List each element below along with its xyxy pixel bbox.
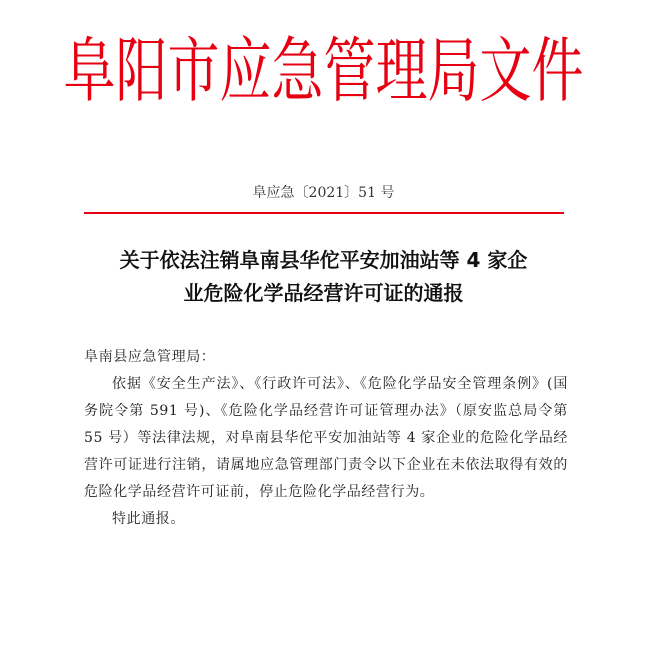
document-title <box>60 244 587 310</box>
title-line-2: 业危险化学品经营许可证的通报 <box>183 281 464 305</box>
closing-line: 特此通报。 <box>112 511 185 527</box>
document-body <box>84 344 568 533</box>
body-paragraph: 依据《安全生产法》、《行政许可法》、《危险化学品安全管理条例》(国务院令第 591 号)、《危险化学品经营许可证管理办法》（原安监总局令第 55 号）等法律法规，对阜南县华佗平安加油站等 4 家企业的危险化学品经营许可证进行注销，请属地应急管理部门责令以下企业在未依法取得有效的危险化学品经营许可证前，停止危险化学品经营行为。 <box>84 376 568 500</box>
title-line-1: 关于依法注销阜南县华佗平安加油站等 4 家企 <box>119 248 528 272</box>
document-number: 阜应急〔2021〕51 号 <box>252 185 395 201</box>
red-divider-line <box>84 212 564 214</box>
addressee: 阜南县应急管理局： <box>84 349 216 365</box>
masthead-title: 阜阳市应急管理局文件 <box>63 31 584 113</box>
